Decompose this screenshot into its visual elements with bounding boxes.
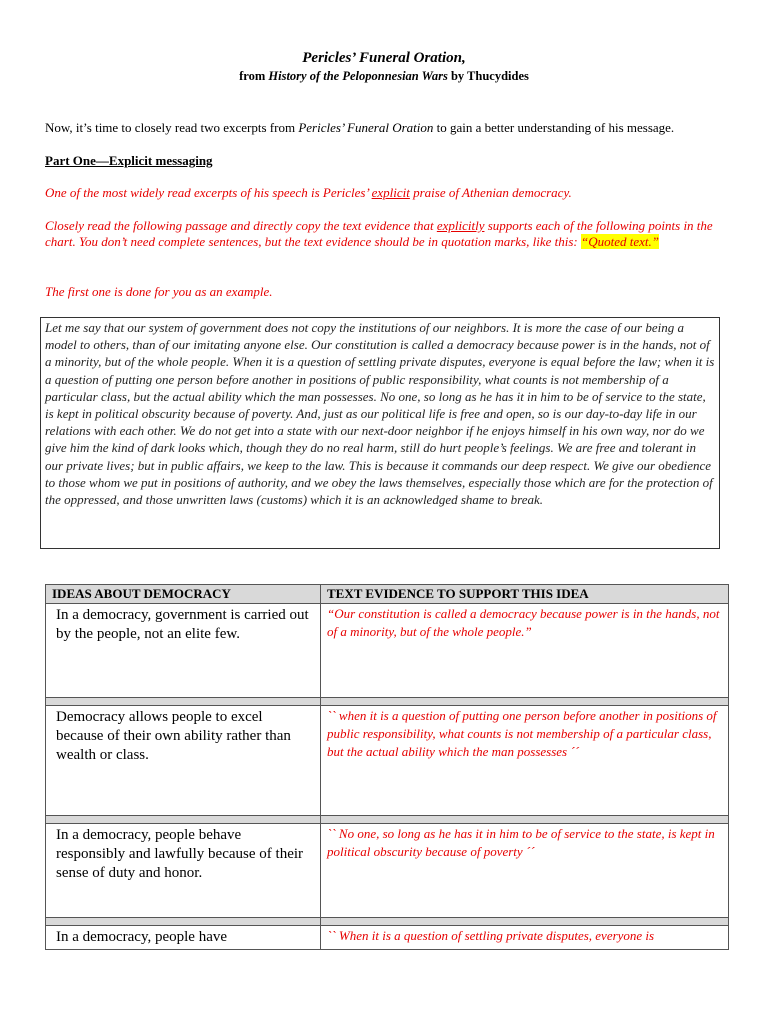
quoted-text-example: “Quoted text.” [581,234,660,249]
instruction-paragraph-3: The first one is done for you as an example. [45,284,273,299]
instruction-1-before: One of the most widely read excerpts of his speech is Pericles’ [45,185,372,200]
idea-cell: Democracy allows people to excel because of their own ability rather than wealth or class. [46,706,321,816]
row-separator [46,698,729,706]
evidence-cell[interactable]: “Our constitution is called a democracy because power is in the hands, not of a minority, but of the whole people.” [321,604,729,698]
idea-cell: In a democracy, people have [46,926,321,950]
instruction-2-before: Closely read the following passage and directly copy the text evidence that [45,218,437,233]
table-row [46,604,729,698]
subtitle-work: History of the Peloponnesian Wars [268,69,448,83]
row-separator [46,816,729,824]
idea-cell: In a democracy, people behave responsibly and lawfully because of their sense of duty and honor. [46,824,321,918]
passage-box: Let me say that our system of government does not copy the institutions of our neighbors. It is more the case of our being a model to others, than of our imitating anyone else. Our constitution is called a democracy because power is in the hands, not of a minority, but of the whole people. When it is a question of settling private disputes, everyone is equal before the law; when it is a question of putting one person before another in positions of public responsibility, what counts is not membership of a particular class, but the actual ability which the man possesses. No one, so long as he has it in him to be of service to the state, is kept in political obscurity because of poverty. And, just as our political life is free and open, so is our day-to-day life in our relations with each other. We do not get into a state with our next-door neighbor if he enjoys himself in his own way, nor do we give him the kind of dark looks which, though they do no real harm, still do hurt people’s feelings. We are free and tolerant in our private lives; but in public affairs, we keep to the law. This is because it commands our deep respect. We give our obedience to those whom we put in positions of authority, and we obey the laws themselves, especially those which are for the protection of the oppressed, and those unwritten laws (customs) which it is an acknowledged shame to break. [40,317,720,549]
instruction-2-after: supports each of the following points in the chart. You don’t need complete sentences, but the text evidence should be in quotation marks, like this: [45,218,713,249]
document-subtitle [0,69,768,84]
part-heading: Part One—Explicit messaging [45,153,213,168]
header-ideas: IDEAS ABOUT DEMOCRACY [46,585,321,604]
intro-before: Now, it’s time to closely read two excerpts from [45,120,299,135]
evidence-cell[interactable]: `` No one, so long as he has it in him to be of service to the state, is kept in political obscurity because of poverty ´´ [321,824,729,918]
democracy-evidence-table [45,584,729,950]
table-header-row [46,585,729,604]
intro-work: Pericles’ Funeral Oration [298,120,434,135]
idea-cell: In a democracy, government is carried out by the people, not an elite few. [46,604,321,698]
instruction-paragraph-2 [45,218,730,250]
evidence-cell[interactable]: `` When it is a question of settling private disputes, everyone is [321,926,729,950]
evidence-cell[interactable]: `` when it is a question of putting one person before another in positions of public responsibility, what counts is not membership of a particular class, but the actual ability which the man possesses ´´ [321,706,729,816]
subtitle-prefix: from [239,69,269,83]
table-row [46,706,729,816]
intro-paragraph [45,120,735,136]
subtitle-suffix: by Thucydides [447,69,529,83]
table-row [46,824,729,918]
instruction-1-after: praise of Athenian democracy. [409,185,572,200]
table-row [46,926,729,950]
row-separator [46,918,729,926]
document-title: Pericles’ Funeral Oration, [302,50,466,66]
intro-after: to gain a better understanding of his message. [433,120,675,135]
instruction-1-underlined: explicit [371,185,410,200]
header-evidence: TEXT EVIDENCE TO SUPPORT THIS IDEA [321,585,729,604]
instruction-2-underlined: explicitly [436,218,485,233]
instruction-paragraph-1 [45,185,735,201]
